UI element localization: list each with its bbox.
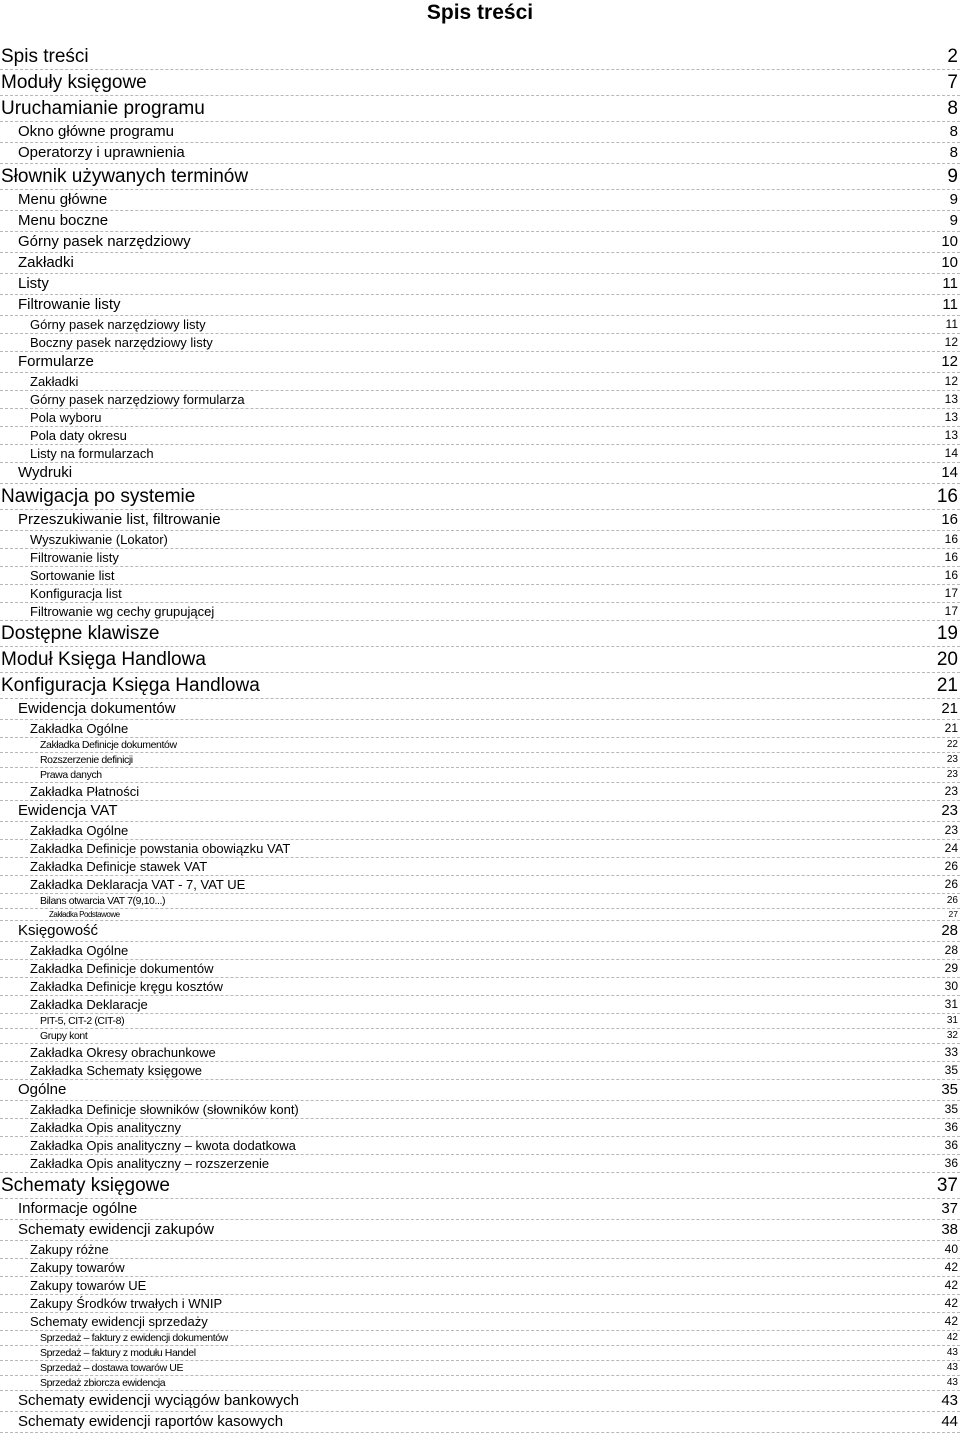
toc-entry-label: Zakładka Opis analityczny – rozszerzenie: [30, 1156, 270, 1171]
toc-entry-page-number: 36: [944, 1120, 958, 1134]
toc-entry-page-number: 17: [944, 586, 958, 600]
toc-entry-page-number: 21: [944, 721, 958, 735]
toc-entry-label: Zakładka Ogólne: [30, 823, 129, 838]
toc-entry[interactable]: [0, 720, 960, 738]
toc-entry-page-number: 35: [941, 1081, 958, 1098]
toc-entry-label: Zakładka Ogólne: [30, 943, 129, 958]
toc-entry-page-number: 42: [944, 1314, 958, 1328]
toc-entry-label: Filtrowanie wg cechy grupującej: [30, 604, 215, 619]
toc-entry-page-number: 22: [946, 739, 958, 750]
toc-entry[interactable]: [0, 484, 960, 510]
toc-entry[interactable]: [0, 391, 960, 409]
toc-entry-label: Schematy ewidencji sprzedaży: [30, 1314, 208, 1329]
toc-entry[interactable]: [0, 768, 960, 783]
toc-entry[interactable]: [0, 673, 960, 699]
toc-entry-label: Zakładka Definicje powstania obowiązku VAT: [30, 841, 291, 856]
toc-entry[interactable]: [0, 373, 960, 391]
toc-entry-page-number: 23: [944, 823, 958, 837]
toc-entry-page-number: 11: [945, 317, 958, 331]
toc-entry[interactable]: [0, 1391, 960, 1412]
toc-entry[interactable]: [0, 699, 960, 720]
toc-entry[interactable]: [0, 445, 960, 463]
toc-entry-label: Zakładka Deklaracja VAT - 7, VAT UE: [30, 877, 246, 892]
toc-entry-label: Ewidencja VAT: [18, 802, 118, 819]
toc-entry-page-number: 37: [936, 1175, 958, 1196]
toc-entry-page-number: 2: [947, 46, 958, 67]
toc-entry[interactable]: [0, 463, 960, 484]
toc-entry[interactable]: [0, 122, 960, 143]
toc-entry[interactable]: [0, 858, 960, 876]
toc-entry-label: Nawigacja po systemie: [1, 486, 196, 507]
toc-entry-page-number: 16: [944, 568, 958, 582]
toc-entry-page-number: 23: [946, 769, 958, 780]
toc-entry-label: Sprzedaż – dostawa towarów UE: [40, 1362, 184, 1374]
toc-entry-page-number: 16: [941, 511, 958, 528]
toc-entry[interactable]: [0, 1173, 960, 1199]
toc-entry-page-number: 9: [949, 191, 958, 208]
toc-entry-page-number: 17: [944, 604, 958, 618]
toc-entry-label: Pola wyboru: [30, 410, 102, 425]
toc-entry-page-number: 16: [944, 550, 958, 564]
toc-entry[interactable]: [0, 1220, 960, 1241]
toc-entry-page-number: 42: [944, 1278, 958, 1292]
toc-entry-label: Schematy ewidencji wyciągów bankowych: [18, 1392, 299, 1409]
toc-entry-page-number: 11: [942, 296, 958, 313]
toc-entry-label: Filtrowanie listy: [30, 550, 119, 565]
toc-entry-label: Menu boczne: [18, 212, 109, 229]
toc-entry-label: Zakładki: [18, 254, 74, 271]
toc-entry-page-number: 26: [946, 895, 958, 906]
toc-entry-page-number: 20: [936, 649, 958, 670]
toc-entry-label: Konfiguracja list: [30, 586, 122, 601]
toc-entry-page-number: 8: [949, 123, 958, 140]
toc-entry-page-number: 9: [947, 166, 958, 187]
toc-entry-label: Sprzedaż – faktury z ewidencji dokumentów: [40, 1332, 228, 1344]
toc-entry-label: Górny pasek narzędziowy listy: [30, 317, 206, 332]
toc-entry-label: Sprzedaż – faktury z modułu Handel: [40, 1347, 196, 1359]
toc-entry-page-number: 21: [941, 700, 958, 717]
toc-entry[interactable]: [0, 427, 960, 445]
toc-entry[interactable]: [0, 1137, 960, 1155]
toc-entry-label: Sprzedaż zbiorcza ewidencja: [40, 1377, 166, 1389]
table-of-contents: [0, 44, 960, 1433]
toc-entry[interactable]: [0, 1101, 960, 1119]
toc-entry[interactable]: [0, 1119, 960, 1137]
toc-entry-label: Wydruki: [18, 464, 73, 481]
toc-entry-label: Zakładka Płatności: [30, 784, 140, 799]
toc-entry-page-number: 33: [944, 1045, 958, 1059]
toc-entry-label: Ewidencja dokumentów: [18, 700, 176, 717]
toc-entry[interactable]: [0, 801, 960, 822]
toc-entry-label: Operatorzy i uprawnienia: [18, 144, 185, 161]
toc-entry[interactable]: [0, 549, 960, 567]
toc-entry[interactable]: [0, 738, 960, 753]
page-title: Spis treści: [426, 1, 534, 24]
toc-entry-page-number: 8: [947, 98, 958, 119]
toc-entry-page-number: 16: [936, 486, 958, 507]
toc-entry-label: Wyszukiwanie (Lokator): [30, 532, 168, 547]
toc-entry-page-number: 12: [944, 374, 958, 388]
toc-entry-label: Zakładka Ogólne: [30, 721, 129, 736]
toc-entry-label: Zakupy różne: [30, 1242, 109, 1257]
toc-entry-page-number: 13: [944, 428, 958, 442]
toc-entry[interactable]: [0, 1346, 960, 1361]
toc-entry-label: Zakładka Definicje stawek VAT: [30, 859, 208, 874]
toc-entry-page-number: 12: [941, 353, 958, 370]
toc-entry[interactable]: [0, 1313, 960, 1331]
toc-entry[interactable]: [0, 190, 960, 211]
toc-entry-label: Słownik używanych terminów: [1, 166, 249, 187]
toc-entry-label: Schematy księgowe: [1, 1175, 170, 1196]
toc-entry[interactable]: [0, 840, 960, 858]
toc-entry-label: Zakładki: [30, 374, 79, 389]
toc-entry-page-number: 31: [946, 1015, 958, 1026]
toc-entry-page-number: 9: [949, 212, 958, 229]
toc-entry[interactable]: [0, 164, 960, 190]
toc-entry-page-number: 16: [944, 532, 958, 546]
toc-entry-page-number: 13: [944, 392, 958, 406]
toc-entry-page-number: 28: [941, 922, 958, 939]
toc-entry[interactable]: [0, 253, 960, 274]
toc-entry-label: Moduł Księga Handlowa: [1, 649, 206, 670]
toc-entry-label: Bilans otwarcia VAT 7(9,10...): [40, 895, 166, 907]
toc-entry-page-number: 44: [941, 1413, 958, 1430]
toc-entry-label: Zakładka Deklaracje: [30, 997, 148, 1012]
toc-entry[interactable]: [0, 978, 960, 996]
toc-entry[interactable]: [0, 894, 960, 909]
toc-entry[interactable]: [0, 44, 960, 70]
toc-entry[interactable]: [0, 783, 960, 801]
toc-entry-label: Zakładka Definicje kręgu kosztów: [30, 979, 223, 994]
toc-entry[interactable]: [0, 274, 960, 295]
toc-entry-label: Schematy ewidencji zakupów: [18, 1221, 214, 1238]
toc-entry-page-number: 43: [946, 1362, 958, 1373]
toc-entry[interactable]: [0, 295, 960, 316]
toc-entry[interactable]: [0, 352, 960, 373]
toc-entry-label: Filtrowanie listy: [18, 296, 121, 313]
toc-entry-page-number: 26: [944, 859, 958, 873]
toc-entry-label: Boczny pasek narzędziowy listy: [30, 335, 213, 350]
toc-entry[interactable]: [0, 1259, 960, 1277]
toc-entry[interactable]: [0, 1014, 960, 1029]
toc-entry-page-number: 36: [944, 1138, 958, 1152]
toc-entry[interactable]: [0, 409, 960, 427]
toc-entry-label: Rozszerzenie definicji: [40, 754, 133, 766]
toc-entry[interactable]: [0, 531, 960, 549]
toc-entry-label: Zakupy Środków trwałych i WNIP: [30, 1296, 223, 1311]
toc-entry-page-number: 40: [944, 1242, 958, 1256]
toc-entry-page-number: 10: [941, 254, 958, 271]
toc-entry[interactable]: [0, 822, 960, 840]
toc-entry-page-number: 43: [941, 1392, 958, 1409]
toc-entry-label: Prawa danych: [40, 769, 102, 781]
toc-entry-label: Ogólne: [18, 1081, 67, 1098]
toc-entry[interactable]: [0, 1295, 960, 1313]
toc-entry-page-number: 38: [941, 1221, 958, 1238]
toc-entry[interactable]: [0, 1241, 960, 1259]
toc-entry-page-number: 35: [944, 1063, 958, 1077]
toc-entry-label: Spis treści: [1, 46, 89, 67]
toc-entry-page-number: 27: [948, 909, 958, 919]
toc-entry-page-number: 10: [941, 233, 958, 250]
toc-entry-label: Sortowanie list: [30, 568, 115, 583]
toc-entry-label: Przeszukiwanie list, filtrowanie: [18, 511, 221, 528]
toc-entry-page-number: 7: [947, 72, 958, 93]
toc-entry[interactable]: [0, 753, 960, 768]
toc-entry-label: Konfiguracja Księga Handlowa: [1, 675, 260, 696]
toc-entry-page-number: 31: [944, 997, 958, 1011]
toc-entry-page-number: 8: [949, 144, 958, 161]
toc-entry-label: Górny pasek narzędziowy: [18, 233, 191, 250]
toc-entry[interactable]: [0, 96, 960, 122]
toc-entry-label: Zakładka Definicje dokumentów: [30, 961, 214, 976]
toc-entry-page-number: 29: [944, 961, 958, 975]
toc-entry-page-number: 26: [944, 877, 958, 891]
toc-entry[interactable]: [0, 1044, 960, 1062]
toc-entry-label: Zakładka Podstawowe: [49, 910, 120, 919]
toc-entry-label: Pola daty okresu: [30, 428, 127, 443]
toc-entry-page-number: 28: [944, 943, 958, 957]
toc-entry-page-number: 36: [944, 1156, 958, 1170]
toc-entry-page-number: 42: [944, 1260, 958, 1274]
toc-entry-page-number: 13: [944, 410, 958, 424]
toc-entry-page-number: 37: [941, 1200, 958, 1217]
toc-entry-label: Górny pasek narzędziowy formularza: [30, 392, 245, 407]
toc-entry-page-number: 19: [936, 623, 958, 644]
toc-entry-page-number: 12: [944, 335, 958, 349]
toc-entry-label: Dostępne klawisze: [1, 623, 160, 644]
toc-entry[interactable]: [0, 1062, 960, 1080]
toc-entry-label: Zakładka Opis analityczny – kwota dodatkowa: [30, 1138, 296, 1153]
toc-entry-page-number: 24: [944, 841, 958, 855]
toc-entry[interactable]: [0, 1376, 960, 1391]
toc-entry-label: Formularze: [18, 353, 94, 370]
toc-entry[interactable]: [0, 1029, 960, 1044]
toc-entry[interactable]: [0, 876, 960, 894]
toc-entry[interactable]: [0, 567, 960, 585]
toc-entry-page-number: 14: [941, 464, 958, 481]
toc-entry-label: PIT-5, CIT-2 (CIT-8): [40, 1015, 125, 1027]
toc-entry[interactable]: [0, 960, 960, 978]
toc-entry-label: Listy na formularzach: [30, 446, 154, 461]
toc-entry[interactable]: [0, 1080, 960, 1101]
toc-entry-page-number: 11: [942, 275, 958, 292]
toc-entry[interactable]: [0, 621, 960, 647]
toc-entry-page-number: 42: [944, 1296, 958, 1310]
toc-entry-label: Okno główne programu: [18, 123, 174, 140]
toc-entry-label: Grupy kont: [40, 1030, 88, 1042]
toc-entry-page-number: 23: [944, 784, 958, 798]
toc-entry-label: Zakładka Opis analityczny: [30, 1120, 182, 1135]
toc-entry-page-number: 43: [946, 1347, 958, 1358]
toc-entry-label: Moduły księgowe: [1, 72, 147, 93]
toc-entry[interactable]: [0, 996, 960, 1014]
toc-entry[interactable]: [0, 143, 960, 164]
toc-entry-label: Zakładka Definicje dokumentów: [40, 739, 177, 751]
toc-entry[interactable]: [0, 334, 960, 352]
toc-entry[interactable]: [0, 647, 960, 673]
toc-entry-label: Zakupy towarów UE: [30, 1278, 147, 1293]
toc-entry-label: Menu główne: [18, 191, 108, 208]
toc-entry[interactable]: [0, 909, 960, 921]
toc-entry-label: Zakładka Definicje słowników (słowników kont): [30, 1102, 299, 1117]
toc-entry[interactable]: [0, 1361, 960, 1376]
toc-entry[interactable]: [0, 1331, 960, 1346]
toc-entry-page-number: 30: [944, 979, 958, 993]
toc-entry-label: Listy: [18, 275, 49, 292]
toc-entry-label: Informacje ogólne: [18, 1200, 138, 1217]
toc-entry[interactable]: [0, 585, 960, 603]
toc-entry[interactable]: [0, 942, 960, 960]
toc-entry[interactable]: [0, 316, 960, 334]
toc-entry[interactable]: [0, 603, 960, 621]
toc-entry[interactable]: [0, 232, 960, 253]
toc-entry-label: Zakupy towarów: [30, 1260, 125, 1275]
toc-entry-label: Uruchamianie programu: [1, 98, 205, 119]
toc-entry-page-number: 14: [944, 446, 958, 460]
toc-entry[interactable]: [0, 70, 960, 96]
toc-entry[interactable]: [0, 921, 960, 942]
toc-entry-label: Zakładka Schematy księgowe: [30, 1063, 202, 1078]
toc-entry[interactable]: [0, 1199, 960, 1220]
toc-entry[interactable]: [0, 510, 960, 531]
toc-entry-page-number: 42: [946, 1332, 958, 1343]
toc-entry-page-number: 23: [941, 802, 958, 819]
toc-entry-label: Schematy ewidencji raportów kasowych: [18, 1413, 284, 1430]
toc-entry-label: Księgowość: [18, 922, 99, 939]
toc-entry[interactable]: [0, 1277, 960, 1295]
toc-entry[interactable]: [0, 1155, 960, 1173]
toc-entry-page-number: 43: [946, 1377, 958, 1388]
toc-entry-page-number: 23: [946, 754, 958, 765]
toc-entry-label: Zakładka Okresy obrachunkowe: [30, 1045, 216, 1060]
toc-entry[interactable]: [0, 211, 960, 232]
toc-entry-page-number: 35: [944, 1102, 958, 1116]
toc-entry-page-number: 32: [946, 1030, 958, 1041]
toc-entry-page-number: 21: [936, 675, 958, 696]
